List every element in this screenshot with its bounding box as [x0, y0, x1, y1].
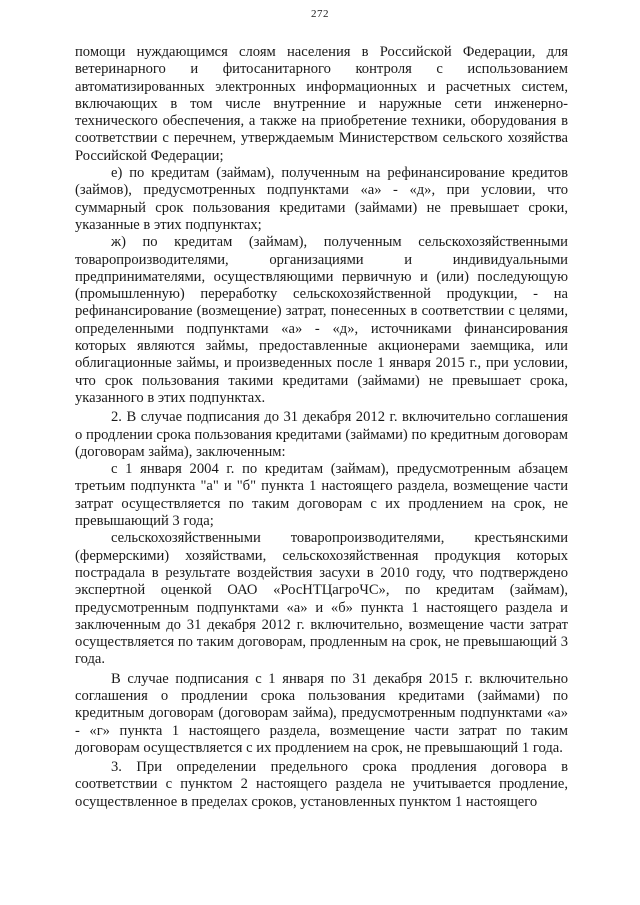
page-number: 272: [311, 8, 329, 20]
paragraph-item-2-case-2: сельскохозяйственными товаропроизводителями, крестьянскими (фермерскими) хозяйствами, сельскохозяйственная продукция которых пострадала в результате воздействия засухи в 2010 году, что подтверждено экспертной оценкой ОАО «РосНТЦагроЧС», по кредитам (займам), предусмотренным подпунктами «а» и «б» пункта 1 настоящего раздела и заключенным до 31 декабря 2012 г. включительно, возмещение части затрат осуществляется по таким договорам, продленным на срок, не превышающий 3 года.: [75, 530, 568, 668]
paragraph-item-2-2015: В случае подписания с 1 января по 31 декабря 2015 г. включительно соглашения о продлении срока пользования кредитами (займами) по кредитным договорам (договорам займа), предусмотренным подпунктами «а» - «г» пункта 1 настоящего раздела, возмещение части затрат по таким договорам осуществляется с их продлением на срок, не превышающий 1 года.: [75, 670, 568, 756]
paragraph-item-3: 3. При определении предельного срока продления договора в соответствии с пунктом 2 настоящего раздела не учитывается продление, осуществленное в пределах сроков, установленных пунктом 1 настоящего: [75, 759, 568, 810]
paragraph-subitem-e: е) по кредитам (займам), полученным на рефинансирование кредитов (займов), предусмотренных подпунктами «а» - «д», при условии, что суммарный срок пользования кредитами (займами) не превышает сроки, указанные в этих подпунктах;: [75, 165, 568, 233]
paragraph-item-2-case-1: с 1 января 2004 г. по кредитам (займам), предусмотренным абзацем третьим подпункта "а" и "б" пункта 1 настоящего раздела, возмещение части затрат осуществляется по таким договорам с их продлением на срок, не превышающий 3 года;: [75, 461, 568, 530]
document-body: [75, 44, 568, 811]
paragraph-continuation: помощи нуждающимся слоям населения в Российской Федерации, для ветеринарного и фитосанитарного контроля с использованием автоматизированных электронных информационных и расчетных систем, включающих в том числе внутренние и наружные сети инженерно-технического обеспечения, а также на приобретение техники, оборудования в соответствии с перечнем, утверждаемым Министерством сельского хозяйства Российской Федерации;: [75, 44, 568, 164]
paragraph-subitem-zh: ж) по кредитам (займам), полученным сельскохозяйственными товаропроизводителями, организациями и индивидуальными предпринимателями, осуществляющими первичную и (или) последующую (промышленную) переработку сельскохозяйственной продукции, - на рефинансирование (возмещение) затрат, понесенных в соответствии с целями, определенными подпунктами «а» - «д», источниками финансирования которых являются займы, предоставленные акционерами заемщика, или облигационные займы, и произведенных после 1 января 2015 г., при условии, что срок пользования такими кредитами (займами) не превышает срока, указанного в этих подпунктах.: [75, 234, 568, 406]
paragraph-item-2: 2. В случае подписания до 31 декабря 2012 г. включительно соглашения о продлении срока пользования кредитами (займами) по кредитным договорам (договорам займа), заключенным:: [75, 409, 568, 460]
